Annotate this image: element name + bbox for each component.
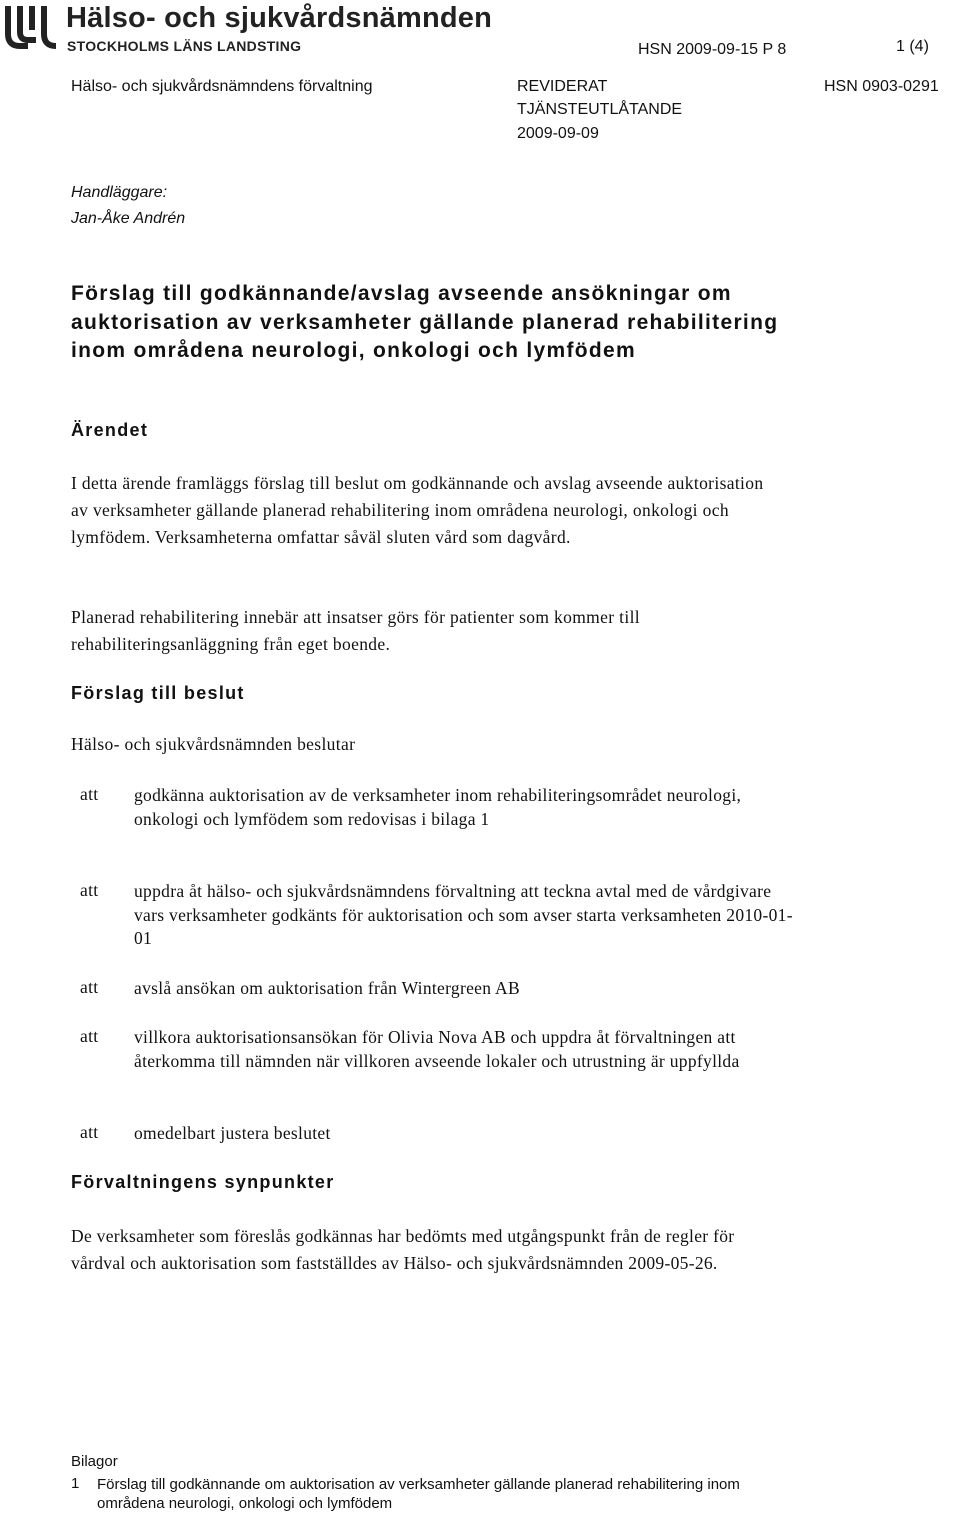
case-number: HSN 0903-0291 — [824, 78, 939, 95]
arendet-paragraph-2: Planerad rehabilitering innebär att insatser görs för patienter som kommer till rehabiliteringsanläggning från eget boende. — [71, 607, 641, 654]
sll-logo-icon — [2, 2, 58, 52]
organization-name: Hälso- och sjukvårdsnämndens förvaltning — [71, 78, 373, 95]
logo-title: Hälso- och sjukvårdsnämnden — [66, 2, 493, 34]
synpunkter-paragraph: De verksamheter som föreslås godkännas har bedömts med utgångspunkt från de regler för vårdval och auktorisation som fastställdes av Hälso- och sjukvårdsnämnden 2009-05-26. — [71, 1226, 735, 1273]
document-title: Förslag till godkännande/avslag avseende ansökningar om auktorisation av verksamheter gällande planerad rehabilitering inom områdena neurologi, onkologi och lymfödem — [71, 282, 779, 362]
arendet-paragraph-1: I detta ärende framläggs förslag till beslut om godkännande och avslag avseende auktorisation av verksamheter gällande planerad rehabilitering inom områdena neurologi, onkologi och lymfödem. Verksamheterna omfattar såväl sluten vård som dagvård. — [71, 473, 764, 547]
attachments-label: Bilagor — [71, 1453, 118, 1470]
document-date: 2009-09-09 — [517, 125, 599, 142]
decision-item: godkänna auktorisation av de verksamheter inom rehabiliteringsområdet neurologi, onkologi och lymfödem som redovisas i bilaga 1 — [134, 785, 742, 829]
handler-name: Jan-Åke Andrén — [71, 210, 186, 227]
decision-prefix: att — [80, 784, 99, 804]
decision-item: villkora auktorisationsansökan för Olivia Nova AB och uppdra åt förvaltningen att återkomma till nämnden när villkoren avseende lokaler och utrustning är uppfyllda — [134, 1027, 740, 1071]
section-heading-arendet: Ärendet — [71, 420, 149, 440]
header-logo — [0, 0, 493, 60]
decision-prefix: att — [80, 977, 99, 997]
decision-prefix: att — [80, 880, 99, 900]
handler-label: Handläggare: — [71, 184, 168, 201]
attachment-title: Förslag till godkännande om auktorisation av verksamheter gällande planerad rehabilitering inom områdena neurologi, onkologi och lymfödem — [97, 1476, 740, 1512]
attachment-number: 1 — [71, 1475, 80, 1492]
logo-subtitle: STOCKHOLMS LÄNS LANDSTING — [67, 38, 302, 54]
decision-item: uppdra åt hälso- och sjukvårdsnämndens förvaltning att teckna avtal med de vårdgivare vars verksamheter godkänts för auktorisation och som avser starta verksamheten 2010-01-01 — [134, 881, 793, 948]
document-type-line2: TJÄNSTEUTLÅTANDE — [517, 101, 683, 118]
decision-item: avslå ansökan om auktorisation från Wintergreen AB — [134, 978, 520, 998]
decision-prefix: att — [80, 1122, 99, 1142]
decision-item: omedelbart justera beslutet — [134, 1123, 331, 1143]
decision-prefix: att — [80, 1026, 99, 1046]
section-heading-forslag: Förslag till beslut — [71, 683, 245, 703]
document-type-line1: REVIDERAT — [517, 78, 608, 95]
decision-intro: Hälso- och sjukvårdsnämnden beslutar — [71, 734, 356, 754]
section-heading-synpunkter: Förvaltningens synpunkter — [71, 1172, 335, 1192]
meeting-reference: HSN 2009-09-15 P 8 — [638, 41, 787, 58]
page-number: 1 (4) — [896, 38, 929, 55]
